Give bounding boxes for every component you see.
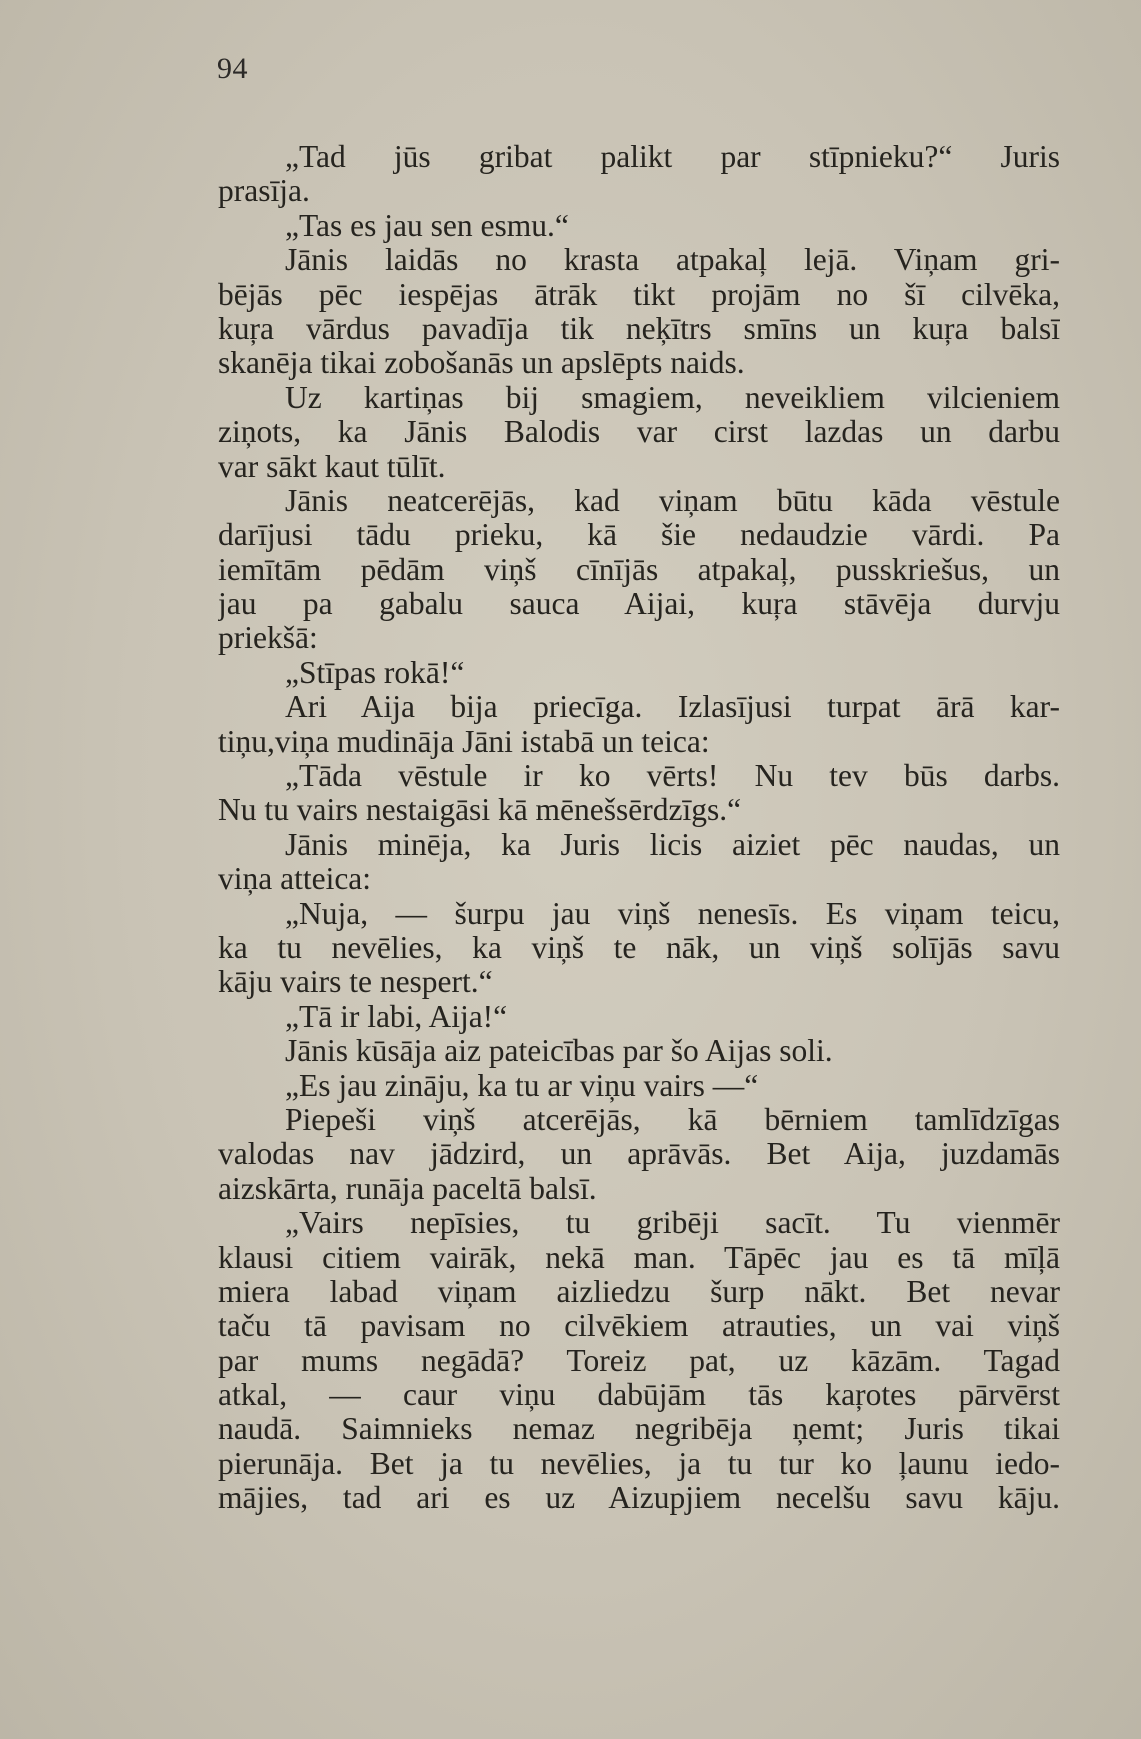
text-line: naudā. Saimnieks nemaz negribēja ņemt; Juris tikai — [218, 1412, 1060, 1447]
text-line: darījusi tādu prieku, kā šie nedaudzie vārdi. Pa — [218, 518, 1060, 553]
text-line: bējās pēc iespējas ātrāk tikt projām no šī cilvēka, — [218, 277, 1060, 312]
text-line: „Tāda vēstule ir ko vērts! Nu tev būs darbs. — [285, 759, 1060, 794]
text-line: „Tad jūs gribat palikt par stīpnieku?“ Juris — [285, 140, 1060, 174]
text-line: „Tā ir labi, Aija!“ — [285, 998, 508, 1034]
text-line: aizskārta, runāja paceltā balsī. — [218, 1170, 597, 1206]
text-line: klausi citiem vairāk, nekā man. Tāpēc jau es tā mīļā — [218, 1240, 1060, 1275]
text-line: skanēja tikai zobošanās un apslēpts naids. — [218, 345, 745, 381]
text-line: Jānis neatcerējās, kad viņam būtu kāda vēstule — [285, 483, 1060, 518]
text-line: Piepeši viņš atcerējās, kā bērniem tamlīdzīgas — [285, 1102, 1060, 1137]
text-line: „Stīpas rokā!“ — [285, 654, 465, 690]
text-line: Jānis minēja, ka Juris licis aiziet pēc naudas, un — [285, 827, 1060, 862]
text-line: „Tas es jau sen esmu.“ — [285, 207, 569, 243]
body-text — [218, 140, 1060, 1516]
text-line: kuŗa vārdus pavadīja tik neķītrs smīns un kuŗa balsī — [218, 311, 1060, 346]
text-line: par mums negādā? Toreiz pat, uz kāzām. Tagad — [218, 1343, 1060, 1378]
text-line: „Vairs nepīsies, tu gribēji sacīt. Tu vienmēr — [285, 1206, 1060, 1241]
text-line: pierunāja. Bet ja tu nevēlies, ja tu tur ko ļaunu iedo- — [218, 1446, 1060, 1481]
text-line: prasīja. — [218, 173, 310, 209]
text-line: ziņots, ka Jānis Balodis var cirst lazdas un darbu — [218, 415, 1060, 450]
text-line: priekšā: — [218, 620, 318, 656]
text-line: viņa atteica: — [218, 861, 372, 897]
text-line: Nu tu vairs nestaigāsi kā mēnešsērdzīgs.“ — [218, 792, 742, 828]
page-number: 94 — [217, 52, 248, 85]
text-line: ka tu nevēlies, ka viņš te nāk, un viņš solījās savu — [218, 930, 1060, 965]
text-line: iemītām pēdām viņš cīnījās atpakaļ, pusskriešus, un — [218, 552, 1060, 587]
text-line: Jānis kūsāja aiz pateicības par šo Aijas soli. — [285, 1033, 833, 1069]
text-line: var sākt kaut tūlīt. — [218, 448, 446, 484]
text-line: jau pa gabalu sauca Aijai, kuŗa stāvēja durvju — [218, 587, 1060, 622]
text-line: atkal, — caur viņu dabūjām tās kaŗotes pārvērst — [218, 1378, 1060, 1413]
text-line: „Nuja, — šurpu jau viņš nenesīs. Es viņam teicu, — [285, 896, 1060, 931]
text-line: tiņu,viņa mudināja Jāni istabā un teica: — [218, 723, 710, 759]
text-line: „Es jau zināju, ka tu ar viņu vairs —“ — [285, 1067, 759, 1103]
text-line: mājies, tad ari es uz Aizupjiem necelšu savu kāju. — [218, 1481, 1060, 1516]
text-line: valodas nav jādzird, un aprāvās. Bet Aija, juzdamās — [218, 1137, 1060, 1172]
text-line: taču tā pavisam no cilvēkiem atrauties, un vai viņš — [218, 1309, 1060, 1344]
text-line: kāju vairs te nespert.“ — [218, 964, 493, 1000]
text-line: Jānis laidās no krasta atpakaļ lejā. Viņam gri- — [285, 243, 1060, 278]
text-line: Uz kartiņas bij smagiem, neveikliem vilcieniem — [285, 380, 1060, 415]
text-line: Ari Aija bija priecīga. Izlasījusi turpat ārā kar- — [285, 690, 1060, 725]
text-line: miera labad viņam aizliedzu šurp nākt. Bet nevar — [218, 1274, 1060, 1309]
